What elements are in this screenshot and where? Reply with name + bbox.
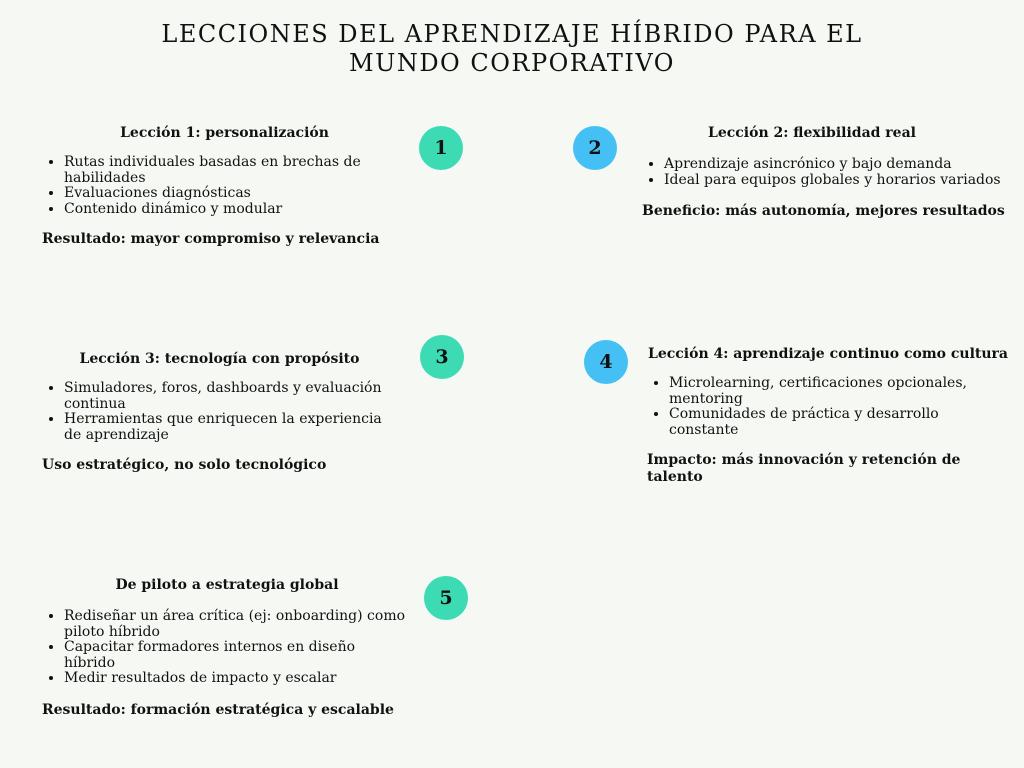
lesson-3-list (42, 381, 397, 443)
title-line-1: LECCIONES DEL APRENDIZAJE HÍBRIDO PARA EL (161, 20, 863, 48)
title-line-2: MUNDO CORPORATIVO (349, 49, 675, 77)
list-item: • Aprendizaje asincrónico y bajo demanda (664, 157, 1012, 173)
lesson-2-list (642, 157, 1012, 188)
list-item: • Medir resultados de impacto y escalar (64, 671, 412, 687)
lesson-4-block (647, 346, 1009, 486)
step-3-badge: 3 (420, 335, 464, 379)
lesson-1-list (42, 155, 407, 217)
lesson-2-heading: Lección 2: flexibilidad real (708, 125, 916, 141)
list-item: • Microlearning, certificaciones opcionales, mentoring (669, 376, 1009, 407)
step-5-badge: 5 (424, 576, 468, 620)
lesson-4-result: Impacto: más innovación y retención de talento (647, 452, 961, 485)
list-item: • Rutas individuales basadas en brechas de habilidades (64, 155, 407, 186)
list-item: • Contenido dinámico y modular (64, 202, 407, 218)
lesson-5-block (42, 577, 412, 719)
lesson-1-block (42, 125, 407, 248)
list-item: • Evaluaciones diagnósticas (64, 186, 407, 202)
lesson-5-list (42, 609, 412, 687)
list-item: • Herramientas que enriquecen la experiencia de aprendizaje (64, 412, 397, 443)
lesson-2-block (642, 125, 1012, 220)
step-2-badge: 2 (573, 126, 617, 170)
page-title (0, 20, 1024, 78)
list-item: • Capacitar formadores internos en diseño híbrido (64, 640, 412, 671)
list-item: • Rediseñar un área crítica (ej: onboarding) como piloto híbrido (64, 609, 412, 640)
lesson-4-heading: Lección 4: aprendizaje continuo como cultura (648, 346, 1008, 362)
list-item: • Ideal para equipos globales y horarios variados (664, 173, 1012, 189)
lesson-5-result: Resultado: formación estratégica y escalable (42, 701, 394, 718)
lesson-2-result: Beneficio: más autonomía, mejores resultados (642, 203, 1005, 219)
list-item: • Simuladores, foros, dashboards y evaluación continua (64, 381, 397, 412)
list-item: • Comunidades de práctica y desarrollo constante (669, 407, 1009, 438)
lesson-3-heading: Lección 3: tecnología con propósito (79, 351, 360, 367)
step-1-badge: 1 (419, 126, 463, 170)
lesson-4-list (647, 376, 1009, 438)
lesson-3-result: Uso estratégico, no solo tecnológico (42, 457, 327, 473)
lesson-1-result: Resultado: mayor compromiso y relevancia (42, 231, 380, 247)
step-4-badge: 4 (584, 340, 628, 384)
lesson-1-heading: Lección 1: personalización (120, 125, 329, 141)
lesson-3-block (42, 351, 397, 474)
lesson-5-heading: De piloto a estrategia global (115, 577, 339, 593)
